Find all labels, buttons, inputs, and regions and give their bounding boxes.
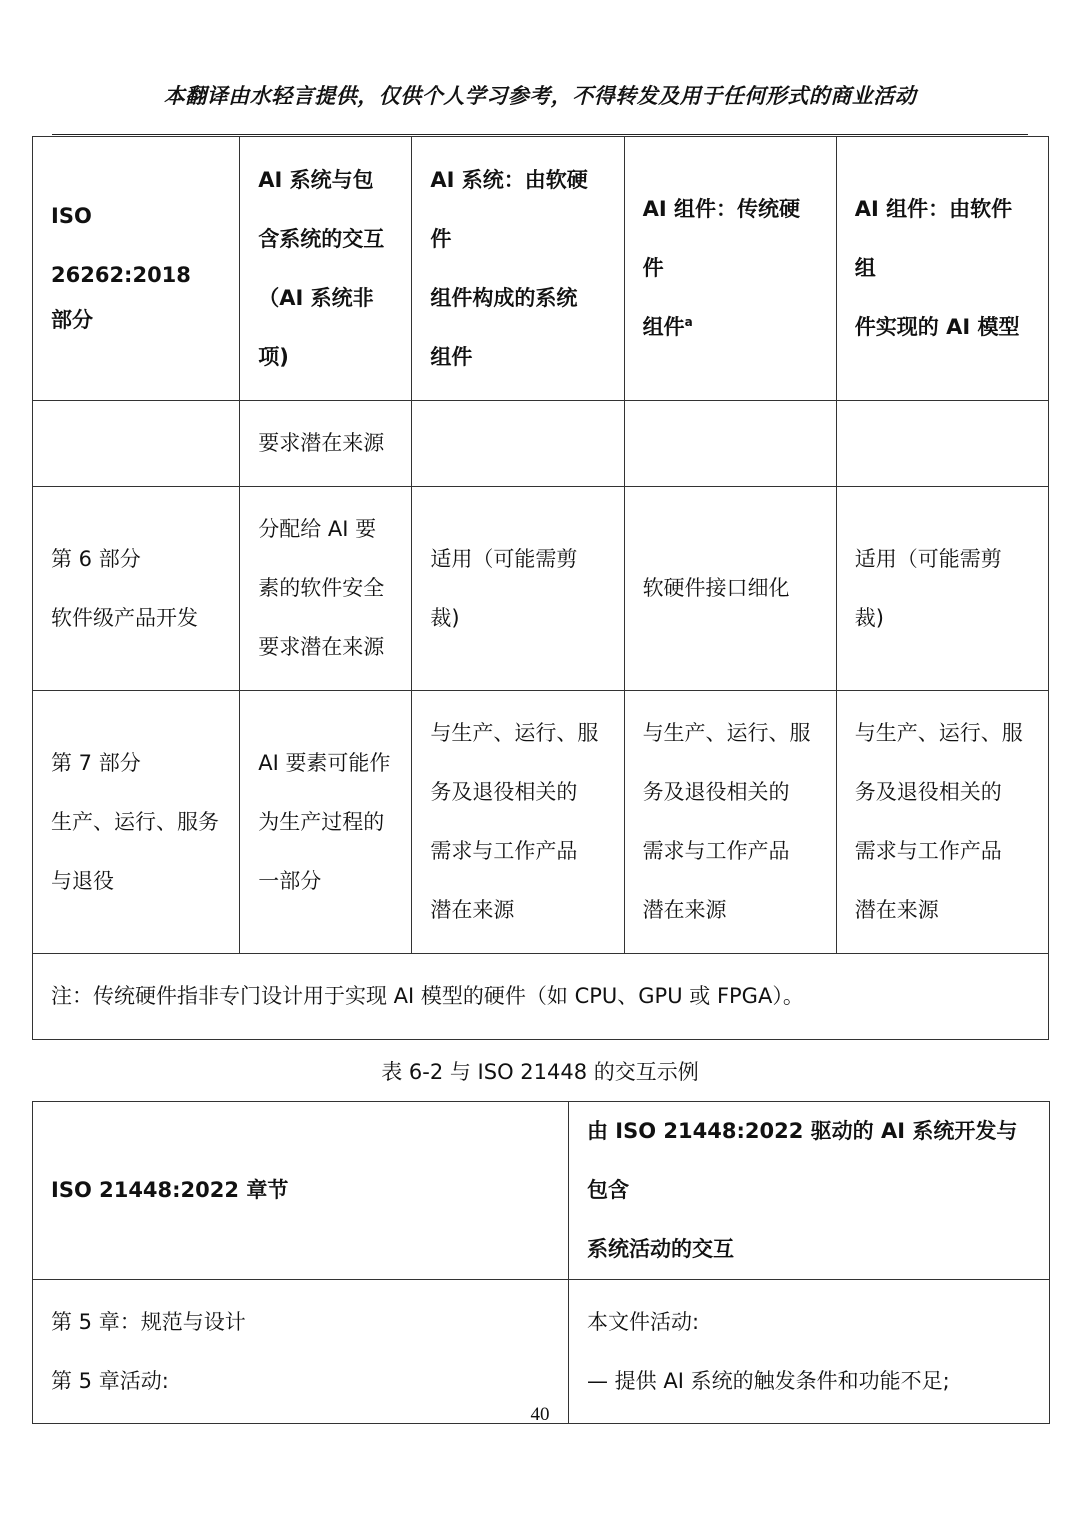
- cell-line: 适用（可能需剪: [854, 546, 1002, 571]
- table-cell: [412, 691, 624, 954]
- header-iso26262-part: [33, 137, 240, 401]
- cell-line: AI 要素可能作: [258, 750, 391, 775]
- table-row: [33, 401, 1049, 487]
- table-caption: 表 6-2 与 ISO 21448 的交互示例: [381, 1060, 699, 1084]
- cell-line: 含系统的交互: [258, 226, 385, 251]
- table-cell: [33, 691, 240, 954]
- cell-line: — 提供 AI 系统的触发条件和功能不足;: [587, 1368, 950, 1393]
- header-ai-system-development-interaction: [569, 1102, 1050, 1280]
- cell-line: 软件级产品开发: [51, 605, 198, 630]
- table-row: [33, 487, 1049, 691]
- cell-line: 要求潜在来源: [258, 635, 385, 659]
- cell-line: [643, 298, 818, 357]
- table-cell: 软硬件接口细化: [624, 487, 836, 691]
- cell-line: 与退役: [51, 868, 114, 893]
- header-rule: [52, 134, 1028, 135]
- cell-line: AI 组件：由软件组: [854, 197, 1013, 280]
- cell-line: 为生产过程的: [258, 809, 385, 834]
- cell-line: 生产、运行、服务: [51, 809, 219, 834]
- cell-line: 素的软件安全: [258, 576, 385, 600]
- cell-line: 务及退役相关的: [642, 780, 790, 804]
- cell-line: 组件构成的系统: [430, 285, 578, 310]
- cell-line: 组件: [430, 344, 473, 369]
- table-cell: [836, 691, 1048, 954]
- cell-line: AI 系统与包: [258, 167, 374, 192]
- table-note: 注：传统硬件指非专门设计用于实现 AI 模型的硬件（如 CPU、GPU 或 FPGA）。: [33, 954, 1049, 1040]
- table-cell: [836, 401, 1048, 487]
- cell-line: 第 5 章：规范与设计: [51, 1309, 246, 1334]
- cell-line: 需求与工作产品: [430, 839, 578, 863]
- table-cell: [412, 401, 624, 487]
- iso21448-interaction-table: [32, 1101, 1050, 1424]
- cell-line: 潜在来源: [854, 898, 939, 922]
- table-cell: [33, 1280, 569, 1424]
- table-cell: [412, 487, 624, 691]
- cell-line: 裁): [854, 605, 884, 630]
- table-row: [33, 1280, 1050, 1424]
- cell-line: 与生产、运行、服: [854, 721, 1023, 745]
- cell-line: 第 7 部分: [51, 750, 141, 775]
- cell-line: 项): [258, 344, 289, 369]
- cell-line: 第 6 部分: [51, 546, 141, 571]
- header-ai-system-component: [412, 137, 624, 401]
- table-cell: [624, 691, 836, 954]
- cell-line: 潜在来源: [642, 898, 727, 922]
- cell-line: 适用（可能需剪: [430, 546, 578, 571]
- cell-line: 分配给 AI 要: [258, 517, 377, 541]
- page-number: 40: [530, 1404, 550, 1425]
- cell-line: AI 系统：由软硬件: [430, 167, 588, 251]
- cell-line: 由 ISO 21448:2022 驱动的 AI 系统开发与包含: [587, 1119, 1018, 1202]
- cell-line: 本文件活动:: [587, 1309, 700, 1334]
- header-ai-component-hardware: [624, 137, 836, 401]
- cell-line: 需求与工作产品: [854, 839, 1002, 863]
- header-ai-component-software: [836, 137, 1048, 401]
- cell-text: 组件: [642, 315, 685, 339]
- cell-line: 潜在来源: [430, 898, 515, 922]
- cell-line: 件实现的 AI 模型: [854, 315, 1020, 339]
- table-cell: [240, 691, 412, 954]
- cell-line: 第 5 章活动:: [51, 1368, 169, 1393]
- cell-line: 务及退役相关的: [430, 780, 578, 804]
- cell-line: 与生产、运行、服: [642, 721, 811, 745]
- cell-line: 与生产、运行、服: [430, 721, 599, 745]
- table-cell: [33, 401, 240, 487]
- cell-line: 系统活动的交互: [587, 1237, 734, 1261]
- table-row: [33, 691, 1049, 954]
- cell-line: 裁): [430, 605, 460, 630]
- cell-line: ISO 26262:2018: [51, 204, 191, 287]
- cell-line: （AI 系统非: [258, 285, 374, 310]
- cell-line: AI 组件：传统硬件: [642, 197, 800, 280]
- page-header: 本翻译由水轻言提供，仅供个人学习参考，不得转发及用于任何形式的商业活动: [163, 84, 917, 108]
- table-cell: [33, 487, 240, 691]
- table-cell: [624, 401, 836, 487]
- cell-line: 部分: [51, 308, 93, 332]
- table-cell: 要求潜在来源: [240, 401, 412, 487]
- table-header-row: [33, 137, 1049, 401]
- table-note-row: [33, 954, 1049, 1040]
- table-cell: [569, 1280, 1050, 1424]
- footnote-marker: a: [684, 315, 693, 329]
- header-ai-system-interaction: [240, 137, 412, 401]
- cell-line: 一部分: [258, 868, 322, 893]
- header-iso21448-clause: ISO 21448:2022 章节: [33, 1102, 569, 1280]
- iso26262-interaction-table: [32, 136, 1049, 1040]
- table-cell: [836, 487, 1048, 691]
- cell-line: 需求与工作产品: [642, 839, 790, 863]
- cell-line: 务及退役相关的: [854, 780, 1002, 804]
- table-cell: [240, 487, 412, 691]
- table-header-row: [33, 1102, 1050, 1280]
